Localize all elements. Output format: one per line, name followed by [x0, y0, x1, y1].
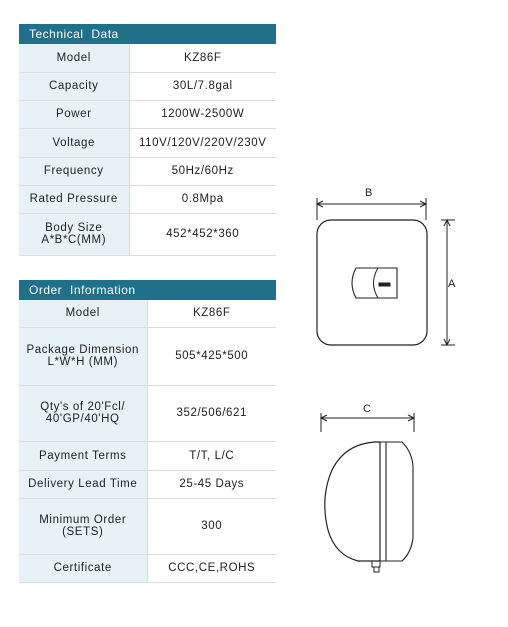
technical-data-row-label: Model: [19, 44, 129, 72]
technical-data-row-label: Rated Pressure: [19, 185, 129, 213]
order-information-row: [19, 441, 276, 470]
order-information-row-value: 505*425*500: [147, 327, 276, 385]
technical-data-row-label: Body Size A*B*C(MM): [19, 213, 129, 255]
order-information-table: [19, 300, 276, 583]
order-information-panel: [19, 280, 276, 583]
dimension-a-label: A: [448, 278, 456, 290]
order-information-row-label: Package Dimension L*W*H (MM): [19, 327, 147, 385]
order-information-row-label: Minimum Order (SETS): [19, 498, 147, 554]
dimension-c-label: C: [363, 403, 371, 415]
technical-data-row: [19, 213, 276, 255]
technical-data-row: [19, 100, 276, 128]
order-information-row-value: KZ86F: [147, 300, 276, 327]
order-information-header: Order Information: [19, 280, 276, 300]
technical-data-row-value: 30L/7.8gal: [129, 72, 276, 100]
order-information-row-label: Qty's of 20'Fcl/ 40'GP/40'HQ: [19, 385, 147, 441]
technical-data-panel: [19, 24, 276, 256]
technical-data-row-value: 110V/120V/220V/230V: [129, 128, 276, 157]
order-information-row-label: Delivery Lead Time: [19, 470, 147, 498]
order-information-row-label: Certificate: [19, 554, 147, 582]
technical-data-header: Technical Data: [19, 24, 276, 44]
technical-data-row-value: 50Hz/60Hz: [129, 157, 276, 185]
order-information-row: [19, 554, 276, 582]
heater-front-view: [317, 220, 427, 345]
order-information-row-value: 300: [147, 498, 276, 554]
order-information-row-label: Model: [19, 300, 147, 327]
order-information-row-value: 25-45 Days: [147, 470, 276, 498]
order-information-row: [19, 498, 276, 554]
dimension-b-label: B: [365, 187, 373, 199]
order-information-row-value: 352/506/621: [147, 385, 276, 441]
order-information-row: [19, 300, 276, 327]
technical-data-row: [19, 44, 276, 72]
technical-data-row-label: Frequency: [19, 157, 129, 185]
technical-data-row-value: 452*452*360: [129, 213, 276, 255]
technical-data-row-value: KZ86F: [129, 44, 276, 72]
technical-data-row-label: Power: [19, 100, 129, 128]
order-information-row-label: Payment Terms: [19, 441, 147, 470]
order-information-row-value: T/T, L/C: [147, 441, 276, 470]
product-dimension-diagram: [290, 180, 500, 580]
technical-data-row: [19, 157, 276, 185]
technical-data-row-value: 1200W-2500W: [129, 100, 276, 128]
order-information-row-value: CCC,CE,ROHS: [147, 554, 276, 582]
technical-data-table: [19, 44, 276, 256]
heater-side-view: [325, 442, 380, 561]
order-information-row: [19, 327, 276, 385]
technical-data-row: [19, 128, 276, 157]
technical-data-row-label: Capacity: [19, 72, 129, 100]
technical-data-row-value: 0.8Mpa: [129, 185, 276, 213]
technical-data-row: [19, 185, 276, 213]
technical-data-row-label: Voltage: [19, 128, 129, 157]
technical-data-row: [19, 72, 276, 100]
order-information-row: [19, 385, 276, 441]
order-information-row: [19, 470, 276, 498]
